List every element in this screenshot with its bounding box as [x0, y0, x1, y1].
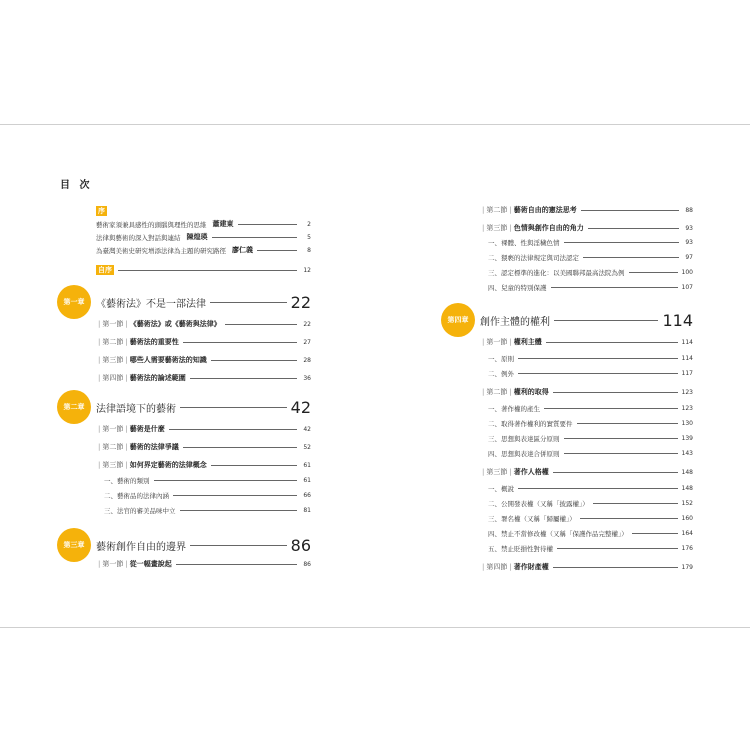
page-number: 123 — [681, 388, 693, 396]
page-number: 28 — [303, 356, 311, 364]
preface-tag: 序 — [98, 207, 105, 215]
chapter-row — [96, 536, 311, 554]
section-name: 如何界定藝術的法律概念 — [129, 461, 207, 469]
page-number: 107 — [681, 283, 693, 291]
section-bar: | — [98, 425, 101, 433]
preface-author: 陳煌瑛 — [186, 233, 208, 241]
page-number: 42 — [303, 425, 311, 433]
subsection-text: 一、概說 — [488, 484, 514, 493]
section-bar: | — [98, 338, 101, 346]
page-number: 114 — [681, 354, 693, 362]
leader-dots — [190, 378, 297, 379]
chapter-badge: 第三章 — [57, 528, 91, 562]
section-label: 第二節 — [486, 206, 508, 214]
leader-dots — [588, 228, 679, 229]
subsection-text: 二、藝術品的法律內涵 — [104, 491, 169, 500]
section-name: 著作人格權 — [513, 468, 549, 476]
subsection-row — [488, 512, 693, 524]
section-row — [96, 441, 311, 453]
subsection-row — [488, 402, 693, 414]
page-number: 148 — [681, 484, 693, 492]
subsection-row — [488, 447, 693, 459]
toc-title: 目 次 — [60, 180, 93, 191]
preface-text: 法律與藝術的深入對話與連結 — [96, 233, 181, 242]
section-name: 色情與創作自由的角力 — [513, 224, 584, 232]
page-number: 5 — [307, 233, 311, 241]
section-label: 第二節 — [102, 338, 124, 346]
subsection-text: 四、禁止不當修改權（又稱「保護作品完整權」） — [488, 529, 628, 538]
section-name: 藝術是什麼 — [129, 425, 165, 433]
subsection-row — [104, 474, 311, 486]
page-number: 22 — [303, 320, 311, 328]
leader-dots — [183, 342, 297, 343]
subsection-row — [488, 542, 693, 554]
leader-dots — [518, 488, 678, 489]
leader-dots — [211, 465, 297, 466]
page-number: 61 — [303, 461, 311, 469]
section-name: 權利主體 — [513, 338, 542, 346]
section-bar: | — [509, 224, 512, 232]
leader-dots — [553, 392, 678, 393]
section-bar: | — [509, 563, 512, 571]
page-number: 176 — [681, 544, 693, 552]
leader-dots — [564, 453, 678, 454]
section-bar: | — [125, 560, 128, 568]
subsection-row — [104, 489, 311, 501]
leader-dots — [212, 237, 298, 238]
leader-dots — [553, 472, 678, 473]
section-row — [480, 386, 693, 398]
subsection-row — [488, 497, 693, 509]
section-name: 《藝術法》或《藝術與法律》 — [129, 320, 221, 328]
leader-dots — [518, 358, 678, 359]
section-name: 藝術的法律爭議 — [129, 443, 179, 451]
subsection-row — [488, 367, 693, 379]
page-number: 114 — [662, 310, 693, 330]
preface-author: 蕭建東 — [212, 220, 234, 228]
subsection-row — [488, 527, 693, 539]
leader-dots — [118, 270, 297, 271]
page-number: 22 — [290, 292, 311, 312]
page-number: 164 — [681, 529, 693, 537]
subsection-text: 三、法官的審美品味中立 — [104, 506, 176, 515]
section-row — [96, 354, 311, 366]
page-number: 66 — [303, 491, 311, 499]
leader-dots — [564, 438, 678, 439]
section-name: 藝術自由的憲法思考 — [513, 206, 577, 214]
leader-dots — [176, 564, 297, 565]
section-label: 第二節 — [486, 388, 508, 396]
leader-dots — [183, 447, 297, 448]
leader-dots — [173, 495, 297, 496]
section-bar: | — [98, 443, 101, 451]
preface-row — [96, 244, 311, 256]
subsection-text: 三、思想與表達區分原則 — [488, 434, 560, 443]
section-bar: | — [125, 443, 128, 451]
subsection-text: 四、兒童的特別保護 — [488, 283, 547, 292]
page-number: 143 — [681, 449, 693, 457]
section-bar: | — [98, 560, 101, 568]
leader-dots — [180, 407, 287, 408]
section-label: 第三節 — [102, 461, 124, 469]
leader-dots — [581, 210, 679, 211]
subsection-text: 一、著作權的產生 — [488, 404, 540, 413]
chapter-title: 法律語境下的藝術 — [96, 403, 176, 415]
leader-dots — [225, 324, 297, 325]
page-number: 27 — [303, 338, 311, 346]
subsection-row — [488, 482, 693, 494]
section-row — [480, 561, 693, 573]
page-number: 36 — [303, 374, 311, 382]
leader-dots — [169, 429, 297, 430]
chapter-title: 藝術創作自由的邊界 — [96, 541, 186, 553]
page-number: 86 — [290, 535, 311, 555]
section-label: 第二節 — [102, 443, 124, 451]
page-number: 100 — [681, 268, 693, 276]
page-number: 61 — [303, 476, 311, 484]
section-row — [96, 318, 311, 330]
preface-text: 藝術家須兼具感性的頭腦與理性的思維 — [96, 220, 207, 229]
leader-dots — [257, 250, 297, 251]
section-bar: | — [98, 320, 101, 328]
leader-dots — [544, 408, 678, 409]
leader-dots — [564, 242, 680, 243]
subsection-row — [488, 417, 693, 429]
leader-dots — [180, 510, 298, 511]
section-bar: | — [125, 425, 128, 433]
foreword-row — [96, 264, 311, 276]
subsection-text: 二、取得著作權利的實質要件 — [488, 419, 573, 428]
leader-dots — [553, 567, 678, 568]
section-label: 第四節 — [486, 563, 508, 571]
section-label: 第三節 — [102, 356, 124, 364]
subsection-row — [488, 432, 693, 444]
subsection-text: 一、藝術的類別 — [104, 476, 150, 485]
leader-dots — [190, 545, 287, 546]
section-bar: | — [482, 206, 485, 214]
page-number: 97 — [685, 253, 693, 261]
section-bar: | — [125, 374, 128, 382]
section-row — [480, 336, 693, 348]
subsection-text: 二、例外 — [488, 369, 514, 378]
subsection-text: 二、猥褻的法律規定與司法認定 — [488, 253, 579, 262]
section-bar: | — [125, 461, 128, 469]
subsection-text: 三、署名權（又稱「歸屬權」） — [488, 514, 576, 523]
subsection-row — [104, 504, 311, 516]
leader-dots — [238, 224, 298, 225]
section-name: 藝術法的重要性 — [129, 338, 179, 346]
subsection-text: 一、原則 — [488, 354, 514, 363]
section-bar: | — [98, 356, 101, 364]
page-number: 52 — [303, 443, 311, 451]
page-number: 2 — [307, 220, 311, 228]
page-number: 179 — [681, 563, 693, 571]
subsection-row — [488, 352, 693, 364]
subsection-row — [488, 281, 693, 293]
leader-dots — [518, 373, 678, 374]
section-name: 從一幅畫說起 — [129, 560, 172, 568]
chapter-title: 創作主體的權利 — [480, 316, 550, 328]
section-name: 權利的取得 — [513, 388, 549, 396]
section-label: 第一節 — [102, 560, 124, 568]
section-label: 第一節 — [102, 425, 124, 433]
page-number: 8 — [307, 246, 311, 254]
page-number: 81 — [303, 506, 311, 514]
subsection-row — [488, 236, 693, 248]
leader-dots — [593, 503, 678, 504]
section-row — [480, 222, 693, 234]
page-number: 42 — [290, 397, 311, 417]
leader-dots — [546, 342, 678, 343]
chapter-row — [480, 311, 693, 329]
section-name: 藝術法的論述範圍 — [129, 374, 186, 382]
leader-dots — [577, 423, 678, 424]
preface-row — [96, 218, 311, 230]
leader-dots — [211, 360, 297, 361]
subsection-text: 三、認定標準的進化：以美國聯邦最高法院為例 — [488, 268, 625, 277]
section-bar: | — [482, 338, 485, 346]
page-number: 86 — [303, 560, 311, 568]
chapter-badge: 第二章 — [57, 390, 91, 424]
page-number: 130 — [681, 419, 693, 427]
leader-dots — [583, 257, 679, 258]
section-bar: | — [125, 356, 128, 364]
leader-dots — [557, 548, 678, 549]
leader-dots — [580, 518, 678, 519]
page-number: 12 — [303, 266, 311, 274]
section-label: 第一節 — [102, 320, 124, 328]
section-label: 第四節 — [102, 374, 124, 382]
preface-text: 為臺灣美術史研究增添法律為主題的研究路徑 — [96, 246, 226, 255]
subsection-text: 五、禁止貶損性對待權 — [488, 544, 553, 553]
section-row — [96, 336, 311, 348]
section-label: 第三節 — [486, 224, 508, 232]
subsection-row — [488, 251, 693, 263]
subsection-text: 二、公開發表權（又稱「披露權」） — [488, 499, 589, 508]
preface-author: 廖仁義 — [232, 246, 253, 254]
chapter-badge: 第一章 — [57, 285, 91, 319]
section-bar: | — [482, 224, 485, 232]
section-bar: | — [509, 468, 512, 476]
chapter-badge: 第四章 — [441, 303, 475, 337]
section-bar: | — [509, 206, 512, 214]
section-row — [96, 558, 311, 570]
section-name: 哪些人需要藝術法的知識 — [129, 356, 207, 364]
section-bar: | — [125, 338, 128, 346]
section-bar: | — [482, 388, 485, 396]
leader-dots — [632, 533, 678, 534]
page-number: 160 — [681, 514, 693, 522]
page-number: 139 — [681, 434, 693, 442]
foreword-tag: 自序 — [98, 266, 112, 274]
page-number: 123 — [681, 404, 693, 412]
preface-row — [96, 231, 311, 243]
leader-dots — [629, 272, 678, 273]
chapter-row — [96, 398, 311, 416]
page-number: 88 — [685, 206, 693, 214]
leader-dots — [551, 287, 678, 288]
section-row — [480, 204, 693, 216]
section-row — [96, 459, 311, 471]
subsection-text: 四、思想與表達合併原則 — [488, 449, 560, 458]
subsection-text: 一、裸體、性與淫穢色情 — [488, 238, 560, 247]
subsection-row — [488, 266, 693, 278]
leader-dots — [554, 320, 658, 321]
section-row — [96, 372, 311, 384]
section-label: 第三節 — [486, 468, 508, 476]
section-bar: | — [509, 388, 512, 396]
section-bar: | — [482, 563, 485, 571]
chapter-row — [96, 293, 311, 311]
section-bar: | — [482, 468, 485, 476]
page-number: 93 — [685, 224, 693, 232]
section-bar: | — [125, 320, 128, 328]
page-number: 117 — [681, 369, 693, 377]
page-number: 93 — [685, 238, 693, 246]
leader-dots — [210, 302, 287, 303]
chapter-title: 《藝術法》不是一部法律 — [96, 298, 206, 310]
section-name: 著作財產權 — [513, 563, 549, 571]
page-number: 152 — [681, 499, 693, 507]
section-bar: | — [98, 461, 101, 469]
section-bar: | — [509, 338, 512, 346]
leader-dots — [154, 480, 298, 481]
page-number: 148 — [681, 468, 693, 476]
section-row — [96, 423, 311, 435]
section-bar: | — [98, 374, 101, 382]
section-row — [480, 466, 693, 478]
section-label: 第一節 — [486, 338, 508, 346]
page-number: 114 — [681, 338, 693, 346]
